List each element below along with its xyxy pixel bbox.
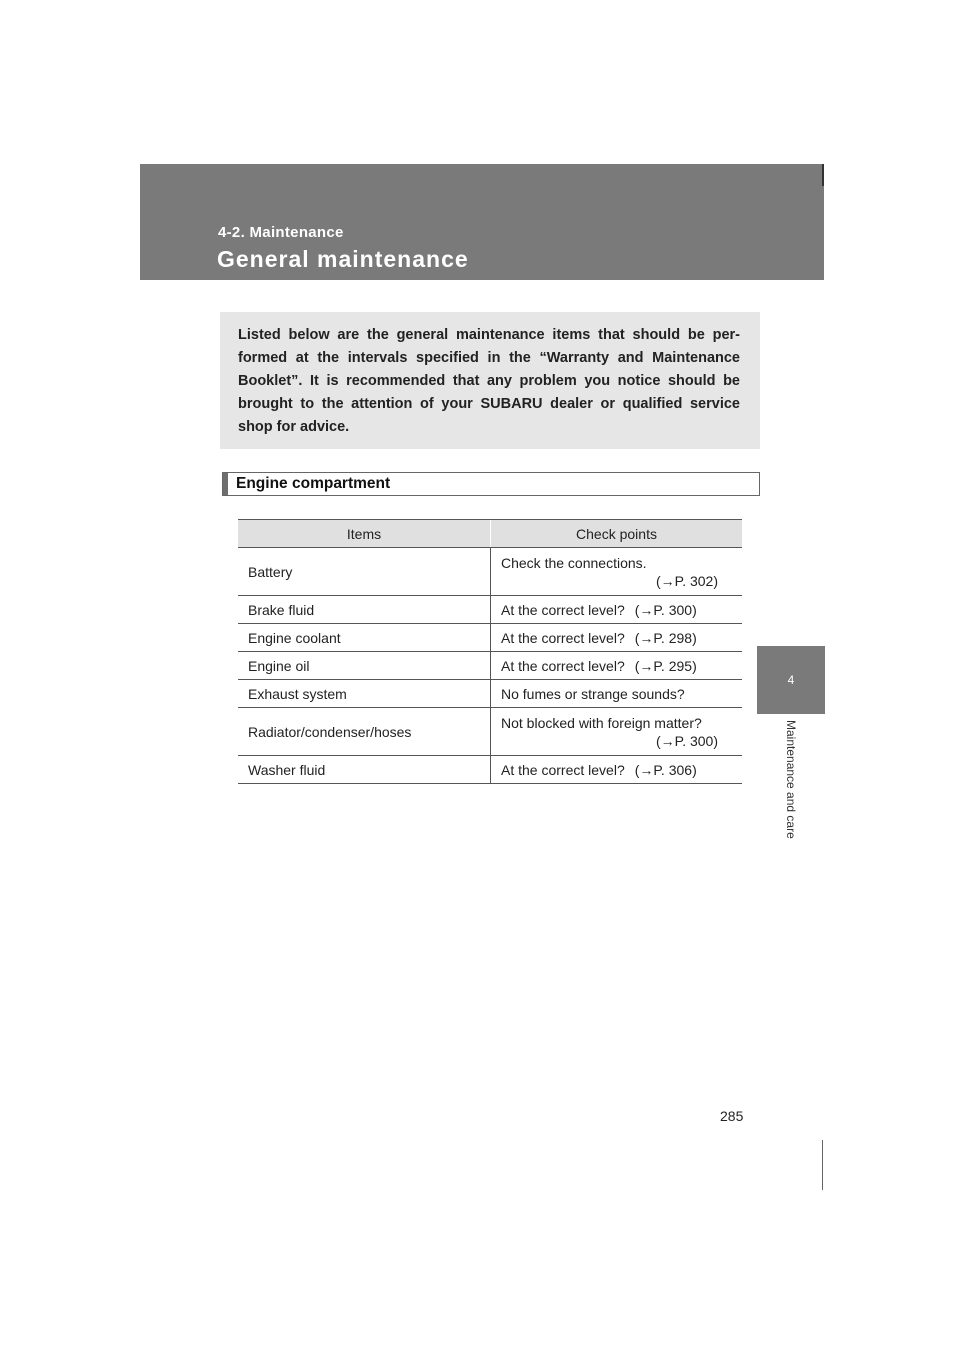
item-cell: Exhaust system <box>238 680 491 708</box>
item-cell: Engine coolant <box>238 624 491 652</box>
page-reference: (→P. 302) <box>656 572 718 589</box>
page-number: 285 <box>720 1108 744 1124</box>
table-row <box>238 708 742 756</box>
chapter-number: 4 <box>787 673 795 687</box>
margin-rule <box>822 1140 823 1190</box>
item-cell: Radiator/condenser/hoses <box>238 708 491 756</box>
chapter-label-area <box>757 714 825 874</box>
table-row <box>238 624 742 652</box>
check-cell <box>491 624 743 652</box>
section-label: 4-2. Maintenance <box>218 224 344 241</box>
table-row <box>238 548 742 596</box>
item-cell: Battery <box>238 548 491 596</box>
intro-box <box>220 312 760 449</box>
chapter-label: Maintenance and care <box>784 720 798 839</box>
table-row <box>238 596 742 624</box>
check-cell <box>491 680 743 708</box>
header-check-points: Check points <box>491 520 743 548</box>
item-cell: Washer fluid <box>238 756 491 784</box>
check-cell <box>491 708 743 756</box>
maintenance-table <box>238 519 742 784</box>
check-text: At the correct level? <box>501 657 625 674</box>
page-reference: (→P. 295) <box>634 657 697 674</box>
check-cell <box>491 756 743 784</box>
section-heading <box>222 472 760 496</box>
page-reference: (→P. 298) <box>634 629 697 646</box>
check-text: Not blocked with foreign matter? <box>501 714 702 731</box>
item-cell: Engine oil <box>238 652 491 680</box>
page-reference: (→P. 300) <box>656 732 718 749</box>
check-text: No fumes or strange sounds? <box>501 685 685 702</box>
item-cell: Brake fluid <box>238 596 491 624</box>
table-row <box>238 652 742 680</box>
page-reference: (→P. 306) <box>634 761 697 778</box>
check-cell <box>491 596 743 624</box>
check-text: Check the connections. <box>501 554 647 571</box>
check-text: At the correct level? <box>501 601 625 618</box>
section-heading-text: Engine compartment <box>236 475 391 492</box>
check-text: At the correct level? <box>501 629 625 646</box>
chapter-tab <box>757 646 825 714</box>
page-reference: (→P. 300) <box>634 601 697 618</box>
header-items: Items <box>238 520 491 548</box>
check-cell <box>491 652 743 680</box>
crop-mark <box>822 164 824 186</box>
intro-text: Listed below are the general maintenance items that should be per-formed at the intervals specified in the “Warranty and Maintenance Booklet”. It is recommended that any problem you notice should be brought to the attention of your SUBARU dealer or qualified service shop for advice. <box>238 327 740 435</box>
page-title: General maintenance <box>217 246 469 272</box>
table-header-row <box>238 520 742 548</box>
table-row <box>238 680 742 708</box>
section-heading-bar <box>223 473 228 495</box>
check-text: At the correct level? <box>501 761 625 778</box>
table-row <box>238 756 742 784</box>
check-cell <box>491 548 743 596</box>
